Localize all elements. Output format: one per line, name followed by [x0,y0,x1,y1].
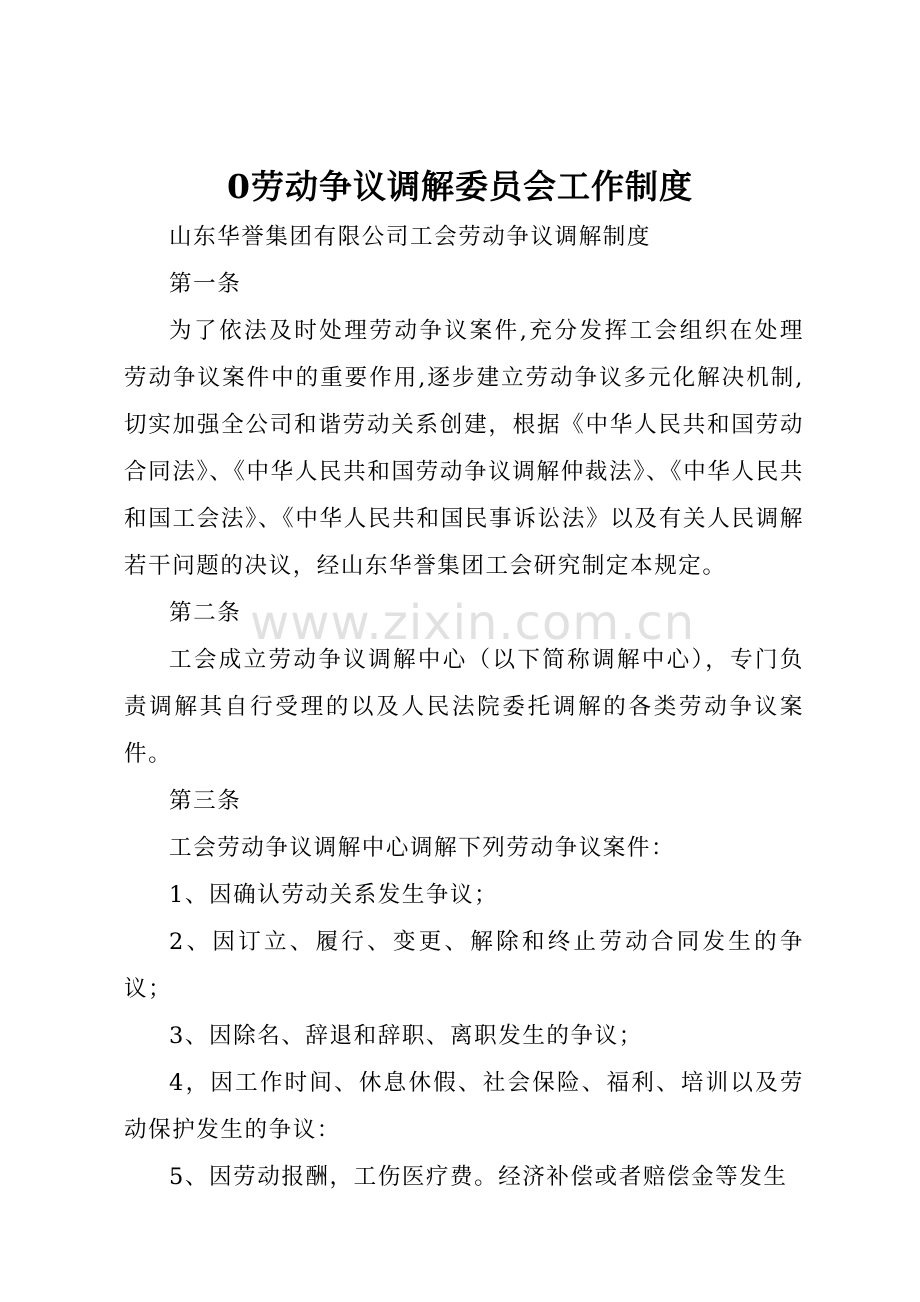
article-3-item-5: 5、因劳动报酬，工伤医疗费。经济补偿或者赔偿金等发生 [169,1164,788,1190]
document-title: 0劳动争议调解委员会工作制度 [227,167,693,206]
article-3-heading: 第三条 [169,788,242,814]
article-3-item-4: 4，因工作时间、休息休假、社会保险、福利、培训以及劳动保护发生的争议： [124,1070,804,1143]
article-2-body: 工会成立劳动争议调解中心（以下简称调解中心），专门负责调解其自行受理的以及人民法院委托调解的各类劳动争议案件。 [124,647,804,767]
article-3-intro: 工会劳动争议调解中心调解下列劳动争议案件： [169,835,676,861]
company-regulation-subtitle: 山东华誉集团有限公司工会劳动争议调解制度 [169,224,652,250]
article-3-item-1: 1、因确认劳动关系发生争议； [169,882,499,908]
article-1-heading: 第一条 [169,271,242,297]
article-2-heading: 第二条 [169,600,242,626]
article-3-item-2: 2、因订立、履行、变更、解除和终止劳动合同发生的争议； [124,929,804,1002]
document-body [124,214,804,1201]
article-1-body: 为了依法及时处理劳动争议案件,充分发挥工会组织在处理劳动争议案件中的重要作用,逐步建立劳动争议多元化解决机制,切实加强全公司和谐劳动关系创建，根据《中华人民共和国劳动合同法》、《中华人民共和国劳动争议调解仲裁法》、《中华人民共和国工会法》、《中华人民共和国民事诉讼法》以及有关人民调解若干问题的决议，经山东华誉集团工会研究制定本规定。 [124,318,804,579]
site-watermark: www.zixin.com.cn [250,595,696,651]
article-3-item-3: 3、因除名、辞退和辞职、离职发生的争议； [169,1023,643,1049]
